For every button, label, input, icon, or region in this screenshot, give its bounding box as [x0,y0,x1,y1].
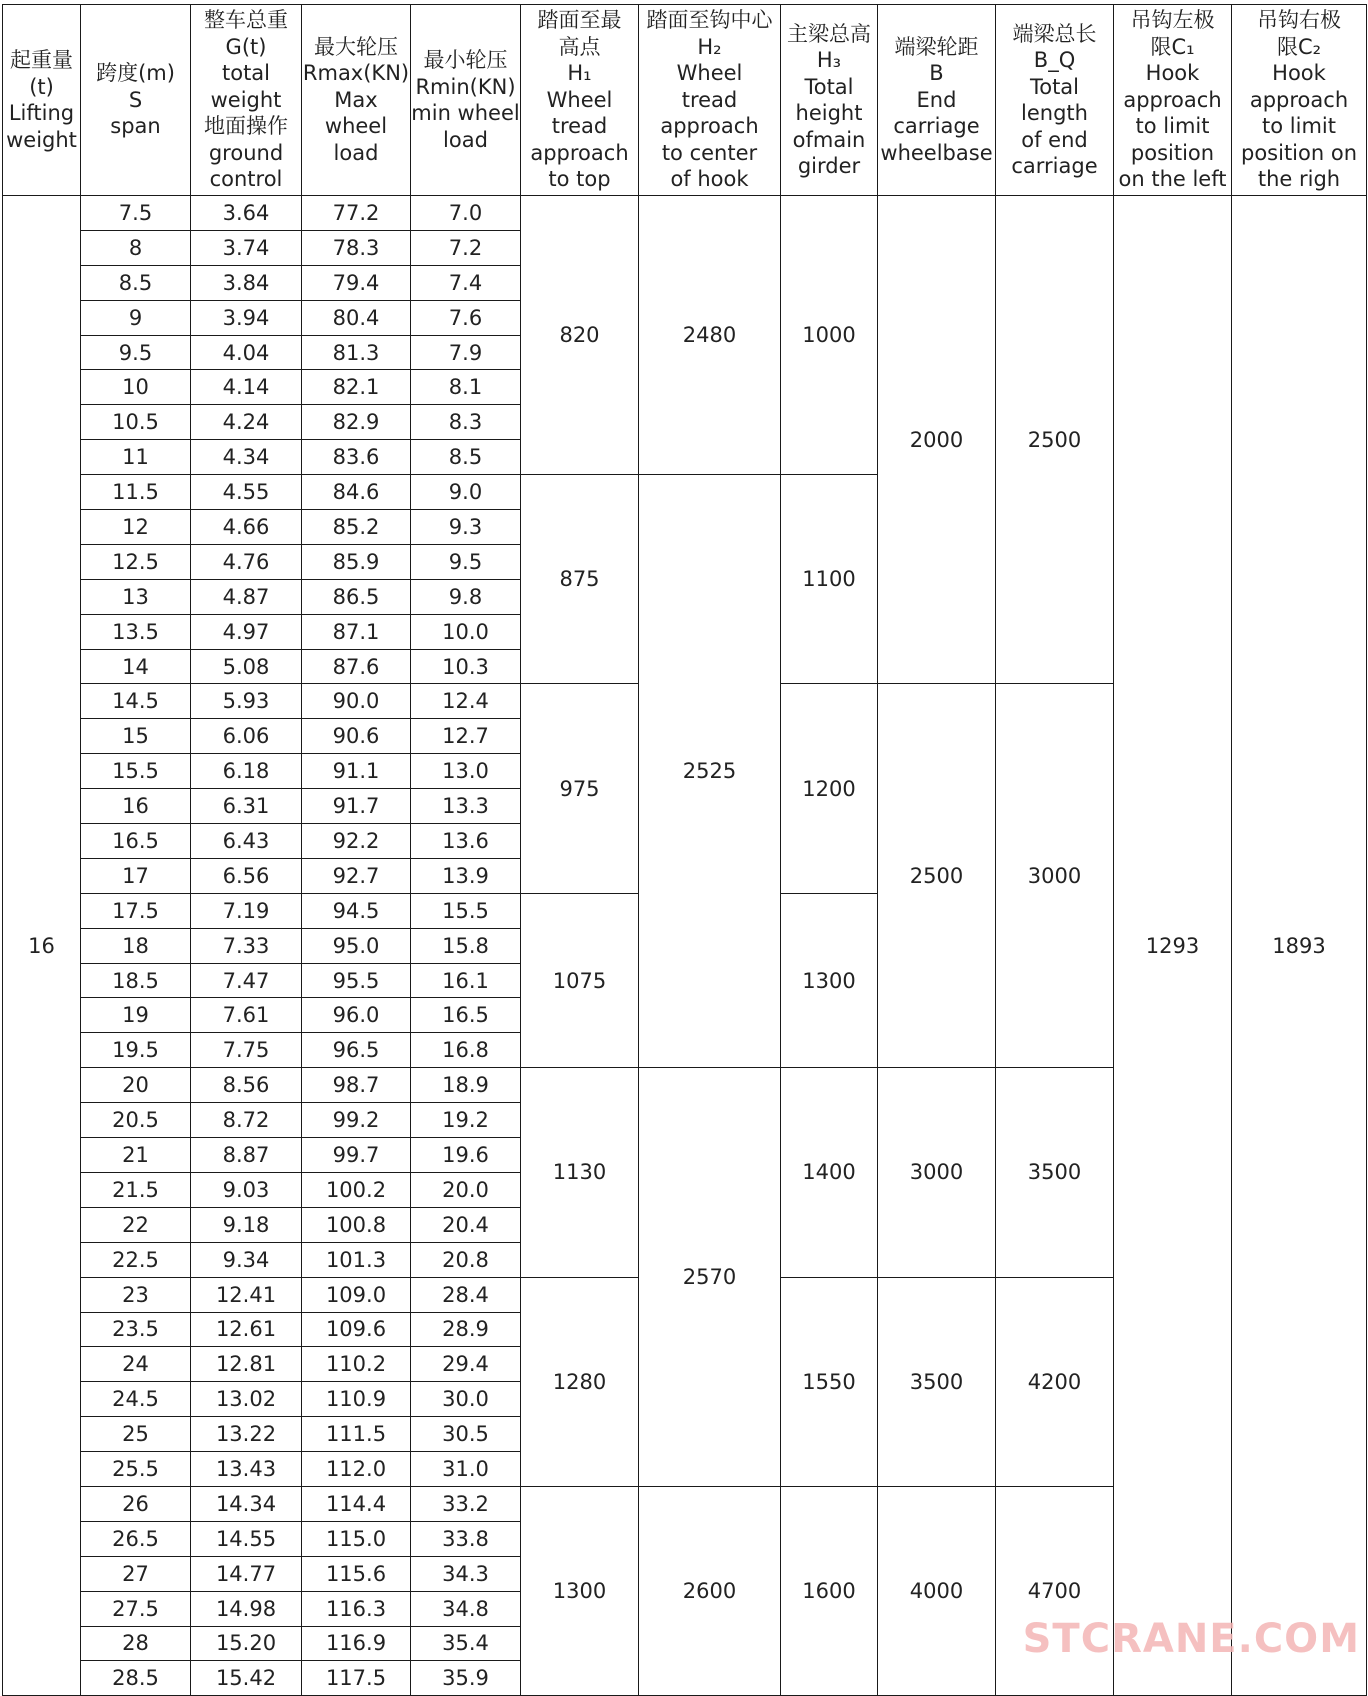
min-wheel-load-cell: 29.4 [411,1347,521,1382]
header-line: Wheel [546,87,613,112]
header-line: Rmin(KN) [415,74,516,99]
min-wheel-load-cell: 30.5 [411,1417,521,1452]
max-wheel-load-cell: 92.2 [302,824,411,859]
max-wheel-load-cell: 109.6 [302,1312,411,1347]
total-weight-cell: 4.76 [191,544,302,579]
span-cell: 19.5 [81,1033,191,1068]
min-wheel-load-cell: 13.3 [411,789,521,824]
header-bq-end-carriage-length [996,5,1114,196]
span-cell: 11.5 [81,475,191,510]
total-weight-cell: 13.22 [191,1417,302,1452]
max-wheel-load-cell: 84.6 [302,475,411,510]
header-line: 端梁轮距 [894,34,979,59]
min-wheel-load-cell: 16.1 [411,963,521,998]
total-weight-cell: 4.66 [191,510,302,545]
h1-cell: 1130 [521,1068,639,1277]
total-weight-cell: 4.55 [191,475,302,510]
min-wheel-load-cell: 16.5 [411,998,521,1033]
span-cell: 23 [81,1277,191,1312]
h2-cell: 2480 [639,196,781,475]
total-weight-cell: 6.43 [191,824,302,859]
max-wheel-load-cell: 109.0 [302,1277,411,1312]
max-wheel-load-cell: 101.3 [302,1242,411,1277]
min-wheel-load-cell: 8.1 [411,370,521,405]
total-weight-cell: 9.34 [191,1242,302,1277]
min-wheel-load-cell: 7.9 [411,335,521,370]
crane-spec-table [2,4,1367,1696]
min-wheel-load-cell: 13.9 [411,858,521,893]
span-cell: 24.5 [81,1382,191,1417]
span-cell: 16 [81,789,191,824]
h3-cell: 1200 [781,684,878,893]
max-wheel-load-cell: 100.8 [302,1207,411,1242]
header-line: the righ [1257,167,1341,192]
min-wheel-load-cell: 12.4 [411,684,521,719]
header-line: position [1130,140,1215,165]
header-line: of hook [670,167,749,192]
max-wheel-load-cell: 85.2 [302,510,411,545]
max-wheel-load-cell: 91.1 [302,754,411,789]
min-wheel-load-cell: 18.9 [411,1068,521,1103]
b-cell: 3500 [878,1277,996,1486]
header-line: carriage [893,114,980,139]
header-line: load [443,127,488,152]
span-cell: 12 [81,510,191,545]
min-wheel-load-cell: 7.2 [411,230,521,265]
min-wheel-load-cell: 20.8 [411,1242,521,1277]
header-line: Rmax(KN) [302,61,410,86]
total-weight-cell: 12.61 [191,1312,302,1347]
header-line: Total [1029,74,1080,99]
span-cell: 21 [81,1138,191,1173]
max-wheel-load-cell: 92.7 [302,858,411,893]
span-cell: 18.5 [81,963,191,998]
span-cell: 17.5 [81,893,191,928]
max-wheel-load-cell: 82.1 [302,370,411,405]
total-weight-cell: 7.75 [191,1033,302,1068]
max-wheel-load-cell: 80.4 [302,300,411,335]
max-wheel-load-cell: 95.0 [302,928,411,963]
min-wheel-load-cell: 19.2 [411,1103,521,1138]
max-wheel-load-cell: 79.4 [302,265,411,300]
min-wheel-load-cell: 9.5 [411,544,521,579]
header-line: height [795,101,863,125]
max-wheel-load-cell: 77.2 [302,196,411,231]
header-line: H₂ [697,34,722,59]
header-line: position on [1240,140,1357,165]
min-wheel-load-cell: 28.9 [411,1312,521,1347]
min-wheel-load-cell: 10.3 [411,649,521,684]
min-wheel-load-cell: 35.4 [411,1626,521,1661]
min-wheel-load-cell: 28.4 [411,1277,521,1312]
span-cell: 28 [81,1626,191,1661]
header-row [3,5,1367,196]
span-cell: 10.5 [81,405,191,440]
total-weight-cell: 7.47 [191,963,302,998]
header-h1-wheel-tread-to-top [521,5,639,196]
header-line: 踏面至最 [537,8,622,33]
header-line: to limit [1135,114,1210,139]
total-weight-cell: 8.87 [191,1138,302,1173]
header-line: Wheel [676,61,743,86]
header-line: Max wheel [324,87,388,139]
span-cell: 14.5 [81,684,191,719]
lifting-weight-cell: 16 [3,196,81,1696]
total-weight-cell: 14.34 [191,1486,302,1521]
header-line: total [221,61,271,86]
total-weight-cell: 6.56 [191,858,302,893]
header-line: approach [1249,87,1349,112]
min-wheel-load-cell: 12.7 [411,719,521,754]
min-wheel-load-cell: 13.6 [411,824,521,859]
min-wheel-load-cell: 13.0 [411,754,521,789]
h1-cell: 975 [521,684,639,893]
bq-cell: 4700 [996,1486,1114,1695]
b-cell: 4000 [878,1486,996,1695]
header-line: weight [210,87,282,112]
table-row [3,196,1367,231]
header-line: to top [548,167,611,192]
header-b-end-carriage-wheelbase [878,5,996,196]
max-wheel-load-cell: 112.0 [302,1452,411,1487]
span-cell: 16.5 [81,824,191,859]
span-cell: 13.5 [81,614,191,649]
min-wheel-load-cell: 20.0 [411,1172,521,1207]
header-line: approach [1123,87,1222,112]
h1-cell: 1280 [521,1277,639,1486]
bq-cell: 4200 [996,1277,1114,1486]
span-cell: 13 [81,579,191,614]
header-line: wheelbase [880,140,993,165]
max-wheel-load-cell: 96.0 [302,998,411,1033]
total-weight-cell: 15.20 [191,1626,302,1661]
span-cell: 18 [81,928,191,963]
c2-cell: 1893 [1232,196,1367,1696]
span-cell: 14 [81,649,191,684]
span-cell: 8.5 [81,265,191,300]
header-line: 跨度(m) [96,61,175,86]
header-line: 地面操作 [204,114,288,139]
span-cell: 25.5 [81,1452,191,1487]
header-h3-main-girder-height [781,5,878,196]
header-line: control [209,167,283,192]
h1-cell: 1075 [521,893,639,1067]
min-wheel-load-cell: 34.8 [411,1591,521,1626]
header-line: Hook [1272,61,1326,86]
min-wheel-load-cell: 31.0 [411,1452,521,1487]
header-line: H₃ [816,48,842,72]
max-wheel-load-cell: 87.1 [302,614,411,649]
total-weight-cell: 5.08 [191,649,302,684]
max-wheel-load-cell: 96.5 [302,1033,411,1068]
min-wheel-load-cell: 33.8 [411,1521,521,1556]
h2-cell: 2570 [639,1068,781,1487]
total-weight-cell: 3.64 [191,196,302,231]
total-weight-cell: 4.34 [191,440,302,475]
header-line: B_Q [1033,48,1076,72]
max-wheel-load-cell: 110.2 [302,1347,411,1382]
bq-cell: 3500 [996,1068,1114,1277]
c1-cell: 1293 [1114,196,1232,1696]
max-wheel-load-cell: 81.3 [302,335,411,370]
header-line: 吊钩左极 [1130,8,1215,33]
header-line: to center [661,140,758,165]
min-wheel-load-cell: 15.5 [411,893,521,928]
span-cell: 20.5 [81,1103,191,1138]
total-weight-cell: 8.56 [191,1068,302,1103]
max-wheel-load-cell: 90.6 [302,719,411,754]
header-line: 限C₁ [1150,34,1195,59]
min-wheel-load-cell: 34.3 [411,1556,521,1591]
header-line: Lifting [8,101,75,125]
table-header [3,5,1367,196]
header-c2-hook-right-limit [1232,5,1367,196]
header-line: weight [6,127,77,152]
header-c1-hook-left-limit [1114,5,1232,196]
total-weight-cell: 13.02 [191,1382,302,1417]
span-cell: 27.5 [81,1591,191,1626]
min-wheel-load-cell: 33.2 [411,1486,521,1521]
max-wheel-load-cell: 117.5 [302,1661,411,1696]
max-wheel-load-cell: 115.0 [302,1521,411,1556]
span-cell: 9.5 [81,335,191,370]
total-weight-cell: 7.19 [191,893,302,928]
min-wheel-load-cell: 9.8 [411,579,521,614]
bq-cell: 2500 [996,196,1114,684]
watermark: STCRANE.COM [1022,1616,1360,1662]
max-wheel-load-cell: 86.5 [302,579,411,614]
h1-cell: 875 [521,475,639,684]
span-cell: 27 [81,1556,191,1591]
span-cell: 25 [81,1417,191,1452]
header-line: 整车总重 [204,8,288,33]
header-line: 踏面至钩中心 [646,8,773,33]
total-weight-cell: 4.14 [191,370,302,405]
span-cell: 20 [81,1068,191,1103]
b-cell: 3000 [878,1068,996,1277]
header-line: min wheel [411,101,520,125]
h3-cell: 1000 [781,196,878,475]
header-line: 最小轮压 [423,48,508,72]
total-weight-cell: 4.04 [191,335,302,370]
total-weight-cell: 4.97 [191,614,302,649]
min-wheel-load-cell: 9.0 [411,475,521,510]
min-wheel-load-cell: 9.3 [411,510,521,545]
span-cell: 24 [81,1347,191,1382]
span-cell: 8 [81,230,191,265]
header-line: 吊钩右极 [1257,8,1341,33]
max-wheel-load-cell: 78.3 [302,230,411,265]
header-line: ground [208,140,284,165]
header-line: 最大轮压 [314,34,398,59]
span-cell: 15 [81,719,191,754]
header-line: span [110,114,161,139]
min-wheel-load-cell: 8.5 [411,440,521,475]
header-line: S [128,87,143,112]
header-h2-wheel-tread-to-hook [639,5,781,196]
max-wheel-load-cell: 87.6 [302,649,411,684]
span-cell: 12.5 [81,544,191,579]
total-weight-cell: 13.43 [191,1452,302,1487]
max-wheel-load-cell: 98.7 [302,1068,411,1103]
h3-cell: 1400 [781,1068,878,1277]
max-wheel-load-cell: 83.6 [302,440,411,475]
span-cell: 19 [81,998,191,1033]
span-cell: 21.5 [81,1172,191,1207]
h1-cell: 1300 [521,1486,639,1695]
total-weight-cell: 4.87 [191,579,302,614]
span-cell: 28.5 [81,1661,191,1696]
header-min-wheel-load [411,5,521,196]
min-wheel-load-cell: 16.8 [411,1033,521,1068]
max-wheel-load-cell: 94.5 [302,893,411,928]
header-line: carriage [1011,154,1098,178]
total-weight-cell: 12.81 [191,1347,302,1382]
max-wheel-load-cell: 110.9 [302,1382,411,1417]
header-line: tread [551,114,608,139]
max-wheel-load-cell: 100.2 [302,1172,411,1207]
min-wheel-load-cell: 35.9 [411,1661,521,1696]
header-line: G(t) [225,34,267,59]
total-weight-cell: 5.93 [191,684,302,719]
total-weight-cell: 6.18 [191,754,302,789]
header-line: approach [530,140,629,165]
h2-cell: 2525 [639,475,781,1068]
total-weight-cell: 14.55 [191,1521,302,1556]
total-weight-cell: 9.03 [191,1172,302,1207]
header-line: H₁ [567,61,592,86]
h3-cell: 1550 [781,1277,878,1486]
span-cell: 22.5 [81,1242,191,1277]
header-line: approach [660,114,759,139]
h3-cell: 1100 [781,475,878,684]
total-weight-cell: 7.33 [191,928,302,963]
span-cell: 11 [81,440,191,475]
h3-cell: 1300 [781,893,878,1067]
min-wheel-load-cell: 7.6 [411,300,521,335]
header-line: to limit [1262,114,1336,139]
max-wheel-load-cell: 85.9 [302,544,411,579]
table-body [3,196,1367,1696]
header-line: ofmain [792,127,866,152]
header-line: length [1021,101,1088,125]
span-cell: 15.5 [81,754,191,789]
header-total-weight [191,5,302,196]
header-max-wheel-load [302,5,411,196]
span-cell: 10 [81,370,191,405]
min-wheel-load-cell: 30.0 [411,1382,521,1417]
span-cell: 23.5 [81,1312,191,1347]
total-weight-cell: 12.41 [191,1277,302,1312]
max-wheel-load-cell: 114.4 [302,1486,411,1521]
total-weight-cell: 8.72 [191,1103,302,1138]
min-wheel-load-cell: 8.3 [411,405,521,440]
min-wheel-load-cell: 7.0 [411,196,521,231]
max-wheel-load-cell: 116.9 [302,1626,411,1661]
max-wheel-load-cell: 99.7 [302,1138,411,1173]
header-line: 高点 [558,34,601,59]
header-line: on the left [1118,167,1227,192]
h3-cell: 1600 [781,1486,878,1695]
span-cell: 17 [81,858,191,893]
total-weight-cell: 15.42 [191,1661,302,1696]
max-wheel-load-cell: 115.6 [302,1556,411,1591]
total-weight-cell: 3.94 [191,300,302,335]
header-line: 主梁总高 [787,21,871,46]
total-weight-cell: 14.98 [191,1591,302,1626]
max-wheel-load-cell: 90.0 [302,684,411,719]
h1-cell: 820 [521,196,639,475]
b-cell: 2500 [878,684,996,1068]
total-weight-cell: 3.84 [191,265,302,300]
header-line: 限C₂ [1276,34,1322,59]
header-line: 起重量 [10,48,73,72]
max-wheel-load-cell: 82.9 [302,405,411,440]
max-wheel-load-cell: 99.2 [302,1103,411,1138]
max-wheel-load-cell: 116.3 [302,1591,411,1626]
span-cell: 26.5 [81,1521,191,1556]
max-wheel-load-cell: 91.7 [302,789,411,824]
header-line: End [916,87,957,112]
total-weight-cell: 9.18 [191,1207,302,1242]
max-wheel-load-cell: 111.5 [302,1417,411,1452]
header-lifting-weight [3,5,81,196]
total-weight-cell: 7.61 [191,998,302,1033]
header-line: tread [681,87,738,112]
total-weight-cell: 6.06 [191,719,302,754]
total-weight-cell: 3.74 [191,230,302,265]
span-cell: 7.5 [81,196,191,231]
header-line: Total [804,74,854,99]
bq-cell: 3000 [996,684,1114,1068]
min-wheel-load-cell: 7.4 [411,265,521,300]
span-cell: 26 [81,1486,191,1521]
header-line: of end [1021,127,1088,152]
total-weight-cell: 6.31 [191,789,302,824]
max-wheel-load-cell: 95.5 [302,963,411,998]
span-cell: 22 [81,1207,191,1242]
min-wheel-load-cell: 20.4 [411,1207,521,1242]
header-line: girder [797,154,861,178]
min-wheel-load-cell: 19.6 [411,1138,521,1173]
total-weight-cell: 4.24 [191,405,302,440]
header-line: B [929,61,944,86]
header-span [81,5,191,196]
header-line: Hook [1145,61,1200,86]
min-wheel-load-cell: 15.8 [411,928,521,963]
header-line: load [333,140,379,165]
header-line: (t) [29,74,54,99]
header-line: 端梁总长 [1012,21,1097,46]
span-cell: 9 [81,300,191,335]
b-cell: 2000 [878,196,996,684]
total-weight-cell: 14.77 [191,1556,302,1591]
h2-cell: 2600 [639,1486,781,1695]
min-wheel-load-cell: 10.0 [411,614,521,649]
